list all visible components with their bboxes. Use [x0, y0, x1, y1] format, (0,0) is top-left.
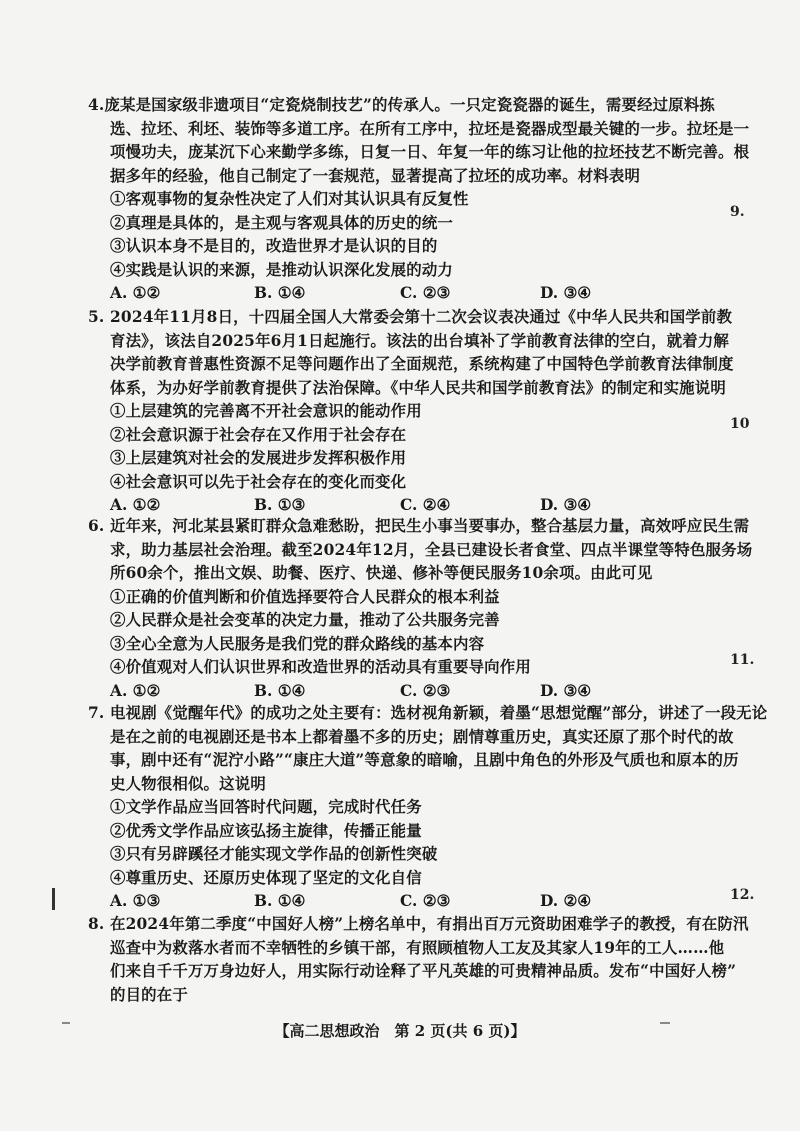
choice-c: C. ②③: [400, 892, 451, 910]
question-stem-line: 项慢功夫，庞某沉下心来勤学多练，日复一日、年复一年的练习让他的拉坯技艺不断完善。根: [110, 143, 750, 161]
question-4: [88, 94, 750, 306]
choice-b: B. ①③: [254, 496, 306, 514]
option-statement: ④尊重历史、还原历史体现了坚定的文化自信: [110, 868, 422, 887]
question-stem-line: 们来自千千万万身边好人，用实际行动诠释了平凡英雄的可贵精神品质。发布“中国好人榜”: [110, 962, 737, 980]
choice-b: B. ①④: [254, 284, 306, 302]
question-8: [88, 913, 749, 1007]
choice-a: A. ①②: [110, 284, 161, 302]
answer-choices: [88, 282, 688, 306]
answer-choices: [88, 890, 688, 914]
choice-b: B. ①④: [254, 681, 306, 700]
answer-choices: [88, 494, 688, 518]
question-stem-line: 所60余个，推出文娱、助餐、医疗、快递、修补等便民服务10余项。由此可见: [110, 564, 653, 582]
question-stem-line: 史人物很相似。这说明: [110, 774, 266, 793]
choice-b: B. ①④: [254, 892, 306, 910]
option-statement: ④价值观对人们认识世界和改造世界的活动具有重要导向作用: [110, 658, 531, 676]
option-statement: ②人民群众是社会变革的决定力量，推动了公共服务完善: [110, 611, 500, 629]
option-statement: ③上层建筑对社会的发展进步发挥积极作用: [110, 449, 407, 467]
side-question-number: 11.: [730, 652, 755, 668]
option-statement: ①客观事物的复杂性决定了人们对其认识具有反复性: [110, 190, 469, 208]
choice-c: C. ②③: [400, 284, 451, 302]
question-stem-line: 巡查中为救落水者而不幸牺牲的乡镇干部，有照顾植物人工友及其家人19年的工人……他: [110, 938, 725, 957]
option-statement: ③认识本身不是目的，改造世界才是认识的目的: [110, 237, 438, 255]
page-footer: 【高二思想政治 第 2 页(共 6 页)】: [274, 1022, 526, 1040]
question-stem-line: 求，助力基层社会治理。截至2024年12月，全县已建设长者食堂、四点半课堂等特色服务场: [110, 540, 753, 559]
choice-d: D. ③④: [540, 681, 592, 700]
option-statement: ③全心全意为人民服务是我们党的群众路线的基本内容: [110, 634, 485, 653]
question-stem-line: 8. 在2024年第二季度“中国好人榜”上榜名单中，有捐出百万元资助困难学子的教授，有在防汛: [88, 915, 749, 933]
option-statement: ③只有另辟蹊径才能实现文学作品的创新性突破: [110, 845, 438, 863]
choice-a: A. ①②: [110, 681, 161, 700]
choice-d: D. ③④: [540, 284, 592, 302]
scan-mark: [52, 888, 55, 910]
question-stem-line: 是在之前的电视剧还是书本上都着墨不多的历史；剧情尊重历史，真实还原了那个时代的故: [110, 727, 734, 746]
question-stem-line: 据多年的经验，他自己制定了一套规范，显著提高了拉坯的成功率。材料表明: [110, 166, 641, 185]
choice-d: D. ②④: [540, 892, 592, 910]
side-question-number: 10: [730, 416, 750, 432]
option-statement: ④社会意识可以先于社会存在的变化而变化: [110, 472, 407, 491]
option-statement: ①上层建筑的完善离不开社会意识的能动作用: [110, 402, 422, 420]
question-stem-line: 选、拉坯、利坯、装饰等多道工序。在所有工序中，拉坯是瓷器成型最关键的一步。拉坯是一: [110, 119, 750, 138]
side-question-number: 9.: [730, 204, 745, 220]
option-statement: ②社会意识源于社会存在又作用于社会存在: [110, 425, 407, 444]
question-stem-line: 5. 2024年11月8日，十四届全国人大常委会第十二次会议表决通过《中华人民共和国学前教: [88, 308, 733, 326]
question-stem-line: 育法》，该法自2025年6月1日起施行。该法的出台填补了学前教育法律的空白，就着力解: [110, 331, 730, 350]
question-stem-line: 4.庞某是国家级非遗项目“定瓷烧制技艺”的传承人。一只定瓷瓷器的诞生，需要经过原料拣: [88, 96, 716, 114]
choice-a: A. ①③: [110, 892, 161, 910]
question-stem-line: 事，剧中还有“泥泞小路”“康庄大道”等意象的暗喻，且剧中角色的外形及气质也和原本的历: [110, 751, 739, 769]
option-statement: ②真理是具体的，是主观与客观具体的历史的统一: [110, 213, 453, 232]
question-stem-line: 决学前教育普惠性资源不足等问题作出了全面规范，系统构建了中国特色学前教育法律制度: [110, 355, 734, 373]
choice-a: A. ①②: [110, 496, 161, 514]
choice-c: C. ②③: [400, 681, 451, 700]
choice-c: C. ②④: [400, 496, 451, 514]
option-statement: ①文学作品应当回答时代问题，完成时代任务: [110, 798, 422, 816]
question-5: [88, 306, 734, 518]
question-stem-line: 7. 电视剧《觉醒年代》的成功之处主要有：选材视角新颖，着墨“思想觉醒”部分，讲述了一段无论: [88, 704, 768, 722]
side-question-number: 12.: [730, 887, 755, 903]
question-stem-line: 的目的在于: [110, 985, 188, 1004]
question-stem-line: 体系，为办好学前教育提供了法治保障。《中华人民共和国学前教育法》的制定和实施说明: [110, 378, 726, 397]
question-stem-line: 6. 近年来，河北某县紧盯群众急难愁盼，把民生小事当要事办，整合基层力量，高效呼应民生需: [88, 517, 750, 535]
option-statement: ①正确的价值判断和价值选择要符合人民群众的根本利益: [110, 587, 500, 606]
choice-d: D. ③④: [540, 496, 592, 514]
answer-choices: [88, 680, 688, 704]
option-statement: ②优秀文学作品应该弘扬主旋律，传播正能量: [110, 821, 422, 840]
option-statement: ④实践是认识的来源，是推动认识深化发展的动力: [110, 260, 453, 279]
